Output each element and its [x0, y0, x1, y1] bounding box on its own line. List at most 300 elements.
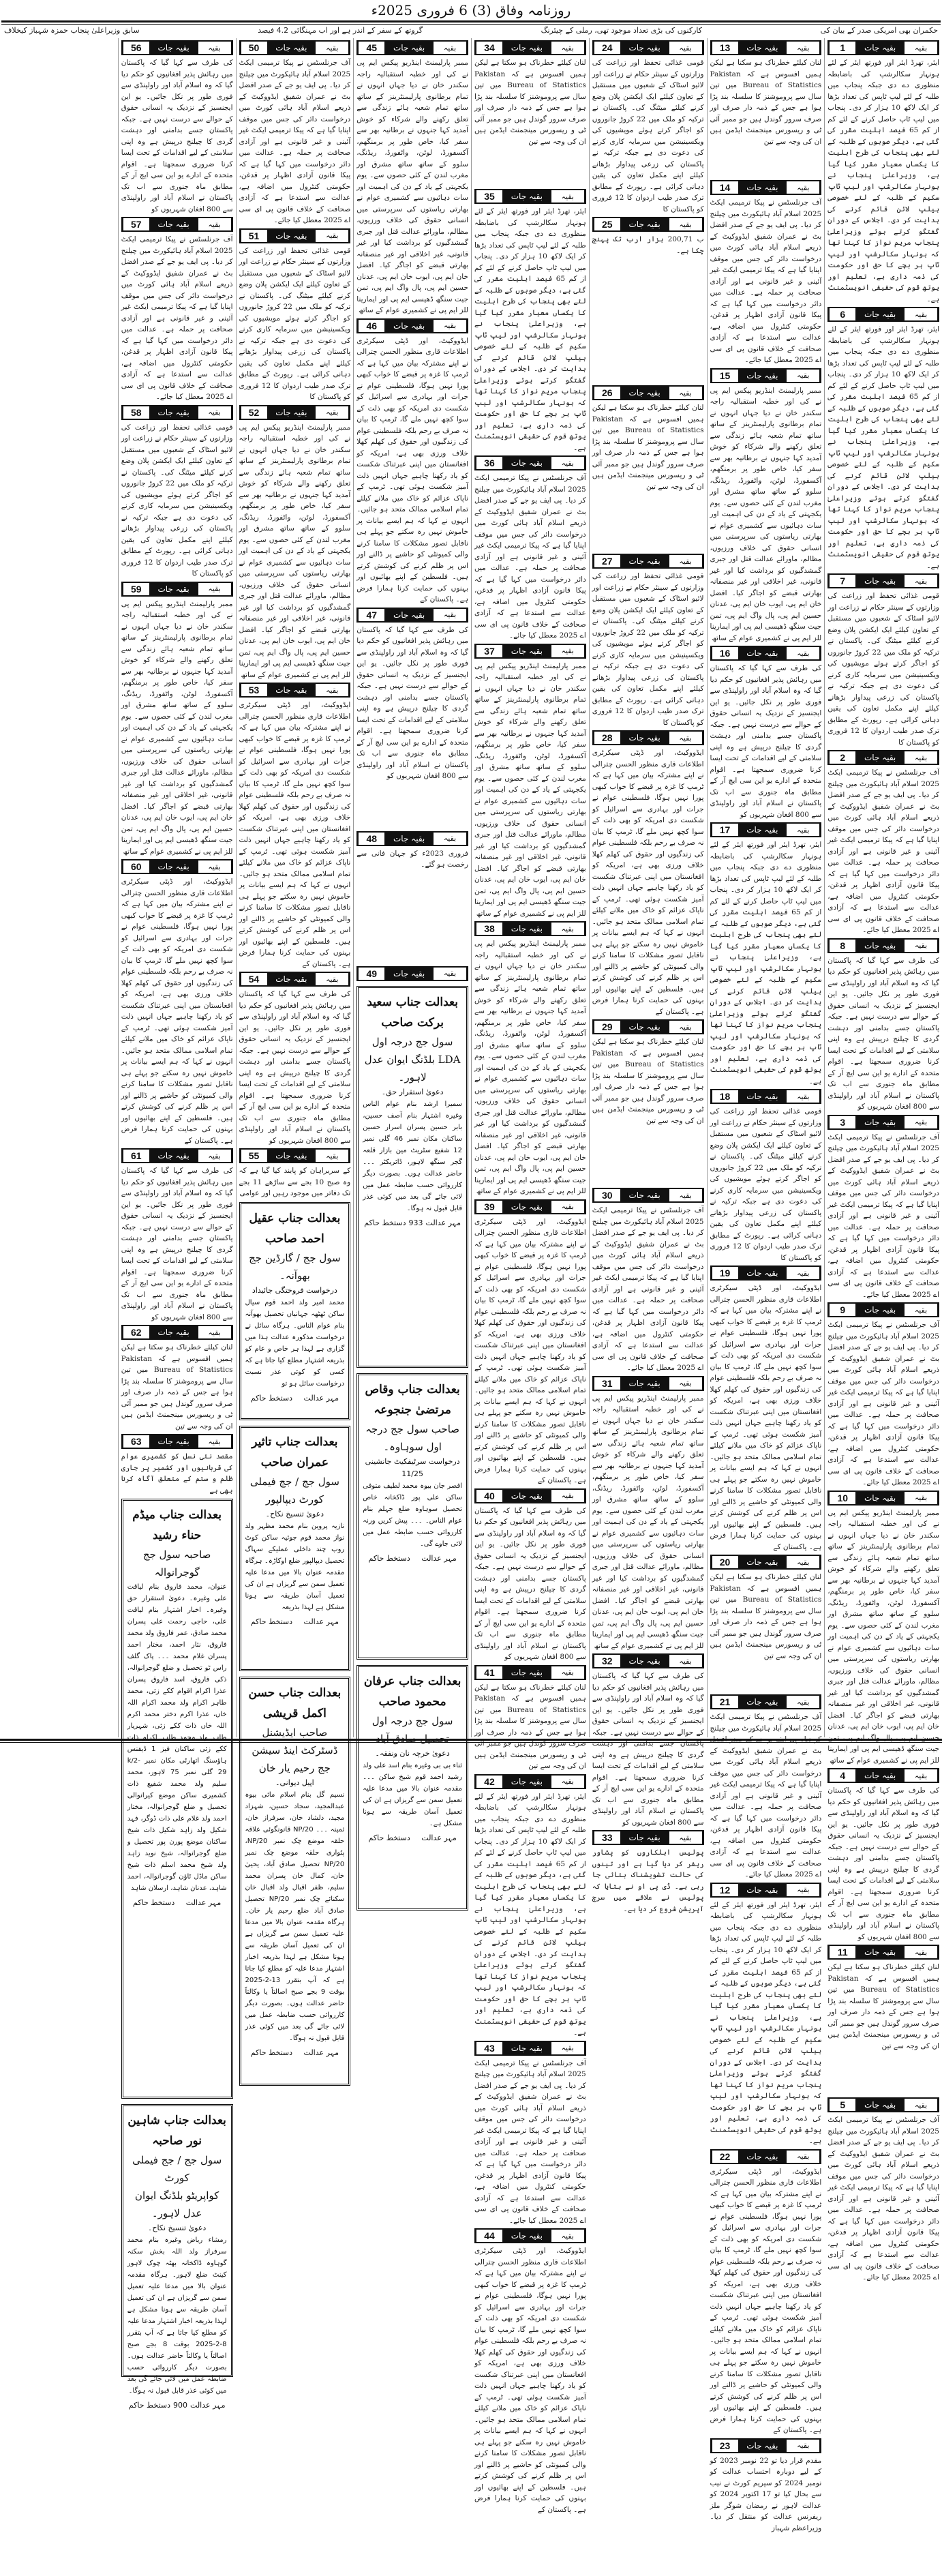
banner-tag: بقیہ: [551, 923, 584, 935]
continuation-banner: [827, 1115, 939, 1130]
judge-signature: دستخط حاکم: [368, 1833, 410, 1842]
banner-title: بقیہ جات: [511, 2043, 543, 2053]
banner-tag: بقیہ: [787, 824, 819, 836]
banner-title: بقیہ جات: [157, 43, 189, 53]
banner-tag: بقیہ: [905, 308, 937, 320]
banner-tag: بقیہ: [316, 973, 348, 985]
section-number: 58: [123, 406, 149, 419]
notice-court: سول جج درجہ اول: [371, 1035, 453, 1048]
continuation-banner: [710, 40, 822, 55]
section-number: 46: [359, 320, 384, 332]
headline: کارکنوں کی بڑی تعداد موجود تھی، رملی کے چیئرنگ: [541, 26, 702, 35]
notice-court: سول جج درجہ اول تحصیل صادق آباد: [371, 1714, 453, 1745]
continuation-banner: [121, 859, 233, 874]
banner-title: بقیہ جات: [393, 320, 425, 331]
banner-tag: بقیہ: [787, 42, 819, 54]
continuation-banner: [592, 1019, 704, 1034]
column-3: [589, 38, 707, 1913]
continuation-banner: [356, 831, 468, 846]
column-7: [118, 38, 236, 2410]
article-text: ایڈووکیٹ، اور ڈپٹی سیکرٹری اطلاعات قاری منظور الحسن چترالی نے اپنے مشترکہ بیان میں کہا ہے کہ ٹرمپ کا غزہ پر قبضے کا خواب کبھی پورا نہیں ہوگا، فلسطینی عوام نے جرات اور بہادری سے اسرائیل کو شکست دی امریکہ کو بھی ذلت کے سوا کچھ نہیں ملے گا، ٹرمپ کا بیان نہ صرف بے رحم بلکہ فلسطینی عوام کی زندگیوں اور حقوق کی کھلم کھلا خلاف ورزی بھی ہے، امریکہ کو افغانستان میں اپنی عبرتناک شکست کو یاد رکھنا چاہیے جہاں انہیں ذلت آمیز شکست ہوئی تھی۔ ٹرمپ کے ناپاک عزائم کو خاک میں ملانے کیلئے تمام اسلامی ممالک متحد ہو جائیں۔ انہوں نے کہا کہ ہم ایسے بیانات پر خاموش نہیں رہ سکتے جو پہلے ہی ناقابل تصور مشکلات کا سامنا کرنے والی کمیونٹی کو حاشیے پر ڈالنے اور اس پر ظلم کرنے کی کوشش کرتے ہیں۔ فلسطین کے اپنے بھائیوں اور بہنوں کی حمایت کرنا ہمارا فرض ہے۔ پاکستان کے: [121, 878, 233, 1145]
banner-title: بقیہ جات: [864, 1117, 896, 1127]
headline: سابق وزیراعلیٰ پنجاب حمزہ شہباز کیخلاف: [4, 26, 140, 35]
banner-title: بقیہ جات: [157, 1151, 189, 1160]
banner-tag: بقیہ: [434, 42, 466, 54]
notice-body: محمد امیر ولد احمد قوم سیال ساکن ٹھٹھہ جہانیاں تحصیل بھوآنہ بنام عوام الناس۔ ہرگاہ سائل نے درخواست مذکورہ عدالت ہذا میں گزاری ہے لہذا ہر خاص و عام کو بذریعہ اشتہار مطلع کیا جاتا ہے کہ کسی کو کوئی عذر نسبت درخواست سائل ہو تو: [245, 1298, 345, 1388]
article-text: ممبر پارلیمنٹ اینڈریو پیکس ایم پی نے کی اور خطبہ استقبالیہ راجہ سکندر خان نے دیا جہاں انہوں نے تمام برطانوی پارلیمنٹرینز کے ساتھ ساتھ تمام شعبہ ہائے زندگی سے تعلق رکھنے والے شرکاء کو خوش آمدید کہا جنہوں نے برطانیہ بھر سے سفر کیا، خاص طور پر برمنگھم، آکسفورڈ، لوٹن، واٹفورڈ، ریڈنگ، سلوو کے ساتھ ساتھ مشرق اور مغرب لندن کے کئی حصوں سے۔ یوم یکجہتی کے یاد کے دن کی اہمیت اور سات دہائیوں سے کشمیری عوام نے بھارتی ریاستوں کی سرپرستی میں انسانی حقوق کی خلاف ورزیوں، مظالم، ماورائے عدالت قتل اور جبری گمشدگیوں کو برداشت کیا اور غیر قانونی، غیر اخلاقی اور غیر منصفانہ بھارتی قبضے کو اجاگر کیا۔ افضل خان ایم پی، ایوب خان ایم پی، عدنان حسین ایم پی، پال واگ ایم پی، تمن جیت سنگھ ڈھیسی ایم پی اور ایمارینا للز ایم پی نے کشمیری عوام کے ساتھ: [121, 599, 233, 856]
banner-title: بقیہ جات: [275, 974, 307, 984]
court-notice: [356, 1373, 468, 1660]
article-text: کی طرف سے کہا گیا کہ پاکستان میں رہائش پذیر افغانیوں کو حکم دیا گیا کہ وہ اسلام آباد اور راولپنڈی سے فوری طور پر نکل جائیں۔ یو این ایجنسیز کے نزدیک یہ انسانی حقوق کے حوالے سے درست نہیں ہے۔ جبکہ پاکستان جسے بدامنی اور دہشت گردی کا چیلنج درپیش ہے وہ اپنی سلامتی کے لیے اقدامات کے تحت ایسا کرنا ضروری سمجھتا ہے۔ اقوام متحدہ کے ادارے یو این سی ایچ آر کے مطابق ماہ جنوری سے اب تک پاکستان نے اسلام آباد اور راولپنڈی سے 800 افغان شہریوں کو: [827, 1786, 939, 1941]
section-number: 7: [830, 575, 855, 587]
section-number: 11: [830, 1946, 855, 1958]
continuation-banner: [592, 554, 704, 569]
section-number: 36: [476, 457, 502, 469]
notice-case: دعویٰ تنسیخ نکاح۔: [265, 1509, 324, 1518]
article-text: کی طرف سے کہا گیا کہ پاکستان میں رہائش پذیر افغانیوں کو حکم دیا گیا کہ وہ اسلام آباد اور راولپنڈی سے فوری طور پر نکل جائیں۔ یو این ایجنسیز کے نزدیک یہ انسانی حقوق کے حوالے سے درست نہیں ہے۔ جبکہ پاکستان جسے بدامنی اور دہشت گردی کا چیلنج درپیش ہے وہ اپنی سلامتی کے لیے اقدامات کے تحت ایسا کرنا ضروری سمجھتا ہے۔ اقوام متحدہ کے ادارے یو این سی ایچ آر کے مطابق ماہ جنوری سے اب تک پاکستان نے اسلام آباد اور راولپنڈی سے 800 افغان شہریوں کو: [356, 625, 468, 780]
notice-judge: بعدالت جناب وقاص مرتضیٰ جنجوعہ: [365, 1382, 460, 1417]
notice-case: درخواست فروختگی جائیداد: [252, 1285, 337, 1295]
banner-title: بقیہ جات: [746, 1885, 778, 1895]
court-seal: مہر عدالت: [303, 1617, 339, 1626]
judge-signature: دستخط حاکم: [128, 2401, 170, 2410]
continuation-banner: [474, 921, 586, 936]
notice-body: نازیہ پروین بنام محمد مظہر ولد نواز محمد قوم جوئیہ ساکن کوٹ روپ چند داخلی عملیکے سہاگ تحصیل دیپالپور ضلع اوکاڑہ۔ ہرگاہ مقدمہ عنوان بالا میں مدعا علیہ تعمیل سمن سے گریزاں ہے ان کی تعمیل آسان طریقہ سے ہونا مشکل ہے لہذا بذریعہ: [245, 1522, 345, 1611]
banner-title: بقیہ جات: [864, 940, 896, 950]
column-1: [824, 38, 942, 2281]
banner-title: بقیہ جات: [157, 584, 189, 594]
article-text: آف جرنلسٹس نے پیکا ترمیمی ایکٹ 2025 اسلام آباد ہائیکورٹ میں چیلنج کر دیا۔ پی ایف یو جے کے صدر افضل بٹ نے عمران شفیق ایڈووکیٹ کے ذریعے اسلام آباد ہائی کورٹ میں درخواست دائر کی جس میں موقف اپنایا گیا ہے کہ پیکا ترمیمی ایکٹ غیر آئینی و غیر قانونی ہے اور آزادی صحافت پر حملہ ہے۔ عدالت میں دائر درخواست میں کہا گیا ہے کہ پیکا قانون آزادی اظہار پر قدغن، حکومتی کنٹرول میں اضافہ ہے، عدالت سے استدعا ہے کہ آزادی صحافت کے خلاف قانون پی ای سی اے 2025 معطل کیا جائے۔: [710, 1713, 822, 1878]
court-notice: [356, 986, 468, 1368]
banner-title: بقیہ جات: [511, 1776, 543, 1786]
article-text: ایئر، تھرڈ ایئر اور فورتھ ایئر کے لئے ہونہار سکالرشپ کی باضابطہ منظوری دے دی جبکہ پنجاب میں طلبہ کے لئے لیپ ٹاپس کی تعداد بڑھا کر ایک لاکھ 10 ہزار کر دی۔ پنجاب میں لیپ ٹاپ حاصل کرنے کے لئے کم از کم 65 فیصد اہلیت مقرر کی گئی ہے، دیگر صوبوں کے طلبہ کے لئے بھی پنجاب کی طرح اہلیت کا یکساں معیار مقرر کیا گیا ہے، وزیراعلیٰ پنجاب نے ہونہار سکالرشپ اور لیپ ٹاپ سکیم کے طلبہ کے لئے خصوصی ہیلپ لائن قائم کرنے کی ہدایت کر دی۔ اجلاس کے دوران گفتگو کرتے ہوئے وزیراعلیٰ پنجاب مریم نواز کا کہنا تھا کہ ہونہار سکالرشپ اور لیپ ٹاپ ہر بچے کا حق اور حکومت کی ذمہ داری ہے، تعلیم اور یوتھ قوم کی حقیقی انویسٹمنٹ ہے۔: [710, 841, 822, 1085]
banner-title: بقیہ جات: [275, 230, 307, 241]
continuation-banner: [239, 1148, 351, 1163]
banner-title: بقیہ جات: [393, 968, 425, 978]
banner-tag: بقیہ: [787, 2151, 819, 2163]
notice-case: درخواست سرٹیفکیٹ جانشینی 11/25: [365, 1456, 460, 1478]
banner-tag: بقیہ: [316, 1150, 348, 1162]
banner-title: بقیہ جات: [157, 1437, 189, 1446]
continuation-banner: [474, 40, 586, 55]
judge-signature: دستخط حاکم: [364, 1218, 406, 1227]
article-text: آف جرنلسٹس نے پیکا ترمیمی ایکٹ 2025 اسلام آباد ہائیکورٹ میں چیلنج کر دیا۔ پی ایف یو جے کے صدر افضل بٹ نے عمران شفیق ایڈووکیٹ کے ذریعے اسلام آباد ہائی کورٹ میں درخواست دائر کی جس میں موقف اپنایا گیا ہے کہ پیکا ترمیمی ایکٹ غیر آئینی و غیر قانونی ہے اور آزادی صحافت پر حملہ ہے۔ عدالت میں دائر درخواست میں کہا گیا ہے کہ پیکا قانون آزادی اظہار پر قدغن، حکومتی کنٹرول میں اضافہ ہے، عدالت سے استدعا ہے کہ آزادی صحافت کے خلاف قانون پی ای سی اے 2025 معطل کیا جائے۔: [474, 2058, 586, 2225]
notice-case: دعویٰ استقرار حق۔: [381, 1087, 444, 1096]
article-text: فروری 2023ء کو جہان فانی سے رخصت ہو گئے۔: [356, 849, 469, 869]
banner-tag: بقیہ: [669, 218, 702, 230]
banner-title: بقیہ جات: [864, 43, 896, 53]
article-text: قومی غذائی تحفظ اور زراعت کی وزارتوں کے سینئر حکام نے زراعت اور لائیو اسٹاک کے شعبوں میں مستقبل کے تعاون کیلئے ایک ایکشن پلان وضع کرنے کیلئے میٹنگ کی۔ پاکستان نے ترکیہ کو ملک میں 22 کروڑ جانوروں کو اجاگر کرتے ہوئے مویشیوں کی ویکسینیشن میں سرمایہ کاری کرنے کی دعوت دی ہے جبکہ ترکیہ نے پاکستان کی زرعی پیداوار بڑھانے کیلئے اپنے مکمل تعاون کی یقین دہانی کرائی ہے۔ رپورٹ کے مطابق ترک صدر طیب اردوان کا 12 فروری کو پاکستان کا: [121, 423, 233, 578]
continuation-banner: [592, 1830, 704, 1845]
banner-tag: بقیہ: [787, 181, 819, 194]
banner-tag: بقیہ: [669, 1831, 702, 1844]
continuation-banner: [710, 2438, 822, 2453]
continuation-banner: [827, 1302, 939, 1317]
section-number: 35: [476, 190, 502, 203]
continuation-banner: [710, 1694, 822, 1709]
article-text: آف جرنلسٹس نے پیکا ترمیمی ایکٹ 2025 اسلام آباد ہائیکورٹ میں چیلنج کر دیا۔ پی ایف یو جے کے صدر افضل بٹ نے عمران شفیق ایڈووکیٹ کے ذریعے اسلام آباد ہائی کورٹ میں درخواست دائر کی جس میں موقف اپنایا گیا ہے کہ پیکا ترمیمی ایکٹ غیر آئینی و غیر قانونی ہے اور آزادی صحافت پر حملہ ہے۔ عدالت میں دائر درخواست میں کہا گیا ہے کہ پیکا قانون آزادی اظہار پر قدغن، حکومتی کنٹرول میں اضافہ ہے، عدالت سے استدعا ہے کہ آزادی صحافت کے خلاف قانون پی ای سی اے 2025 معطل کیا جائے۔: [827, 768, 939, 934]
banner-title: بقیہ جات: [275, 43, 307, 53]
banner-tag: بقیہ: [669, 732, 702, 744]
notice-signature: [363, 1833, 462, 1842]
continuation-banner: [121, 1148, 233, 1163]
article-text: آف جرنلسٹس نے پیکا ترمیمی ایکٹ 2025 اسلام آباد ہائیکورٹ میں چیلنج کر دیا۔ پی ایف یو جے کے صدر افضل بٹ نے عمران شفیق ایڈووکیٹ کے ذریعے اسلام آباد ہائی کورٹ میں درخواست دائر کی جس میں موقف اپنایا گیا ہے کہ پیکا ترمیمی ایکٹ غیر آئینی و غیر قانونی ہے اور آزادی صحافت پر حملہ ہے۔ عدالت میں دائر درخواست میں کہا گیا ہے کہ پیکا قانون آزادی اظہار پر قدغن، حکومتی کنٹرول میں اضافہ ہے، عدالت سے استدعا ہے کہ آزادی صحافت کے خلاف قانون پی ای سی اے 2025 معطل کیا جائے۔: [121, 235, 233, 401]
notice-signature: [363, 1554, 462, 1563]
section-number: 12: [712, 1884, 738, 1896]
banner-title: بقیہ جات: [864, 1771, 896, 1780]
continuation-banner: [592, 1188, 704, 1203]
article-text: ممبر پارلیمنٹ اینڈریو پیکس ایم پی نے کی اور خطبہ استقبالیہ راجہ سکندر خان نے دیا جہاں انہوں نے تمام برطانوی پارلیمنٹرینز کے ساتھ ساتھ تمام شعبہ ہائے زندگی سے تعلق رکھنے والے شرکاء کو خوش آمدید کہا جنہوں نے برطانیہ بھر سے سفر کیا، خاص طور پر برمنگھم، آکسفورڈ، لوٹن، واٹفورڈ، ریڈنگ، سلوو کے ساتھ ساتھ مشرق اور مغرب لندن کے کئی حصوں سے۔ یوم یکجہتی کے یاد کے دن کی اہمیت اور سات دہائیوں سے کشمیری عوام نے بھارتی ریاستوں کی سرپرستی میں انسانی حقوق کی خلاف ورزیوں، مظالم، ماورائے عدالت قتل اور جبری گمشدگیوں کو برداشت کیا اور غیر قانونی، غیر اخلاقی اور غیر منصفانہ بھارتی قبضے کو اجاگر کیا۔ افضل خان ایم پی، ایوب خان ایم پی، عدنان حسین ایم پی، پال واگ ایم پی، تمن جیت سنگھ ڈھیسی ایم پی اور ایمارینا للز ایم پی نے کشمیری عوام کے ساتھ: [356, 59, 468, 314]
banner-title: بقیہ جات: [746, 183, 778, 192]
continuation-banner: [474, 189, 586, 204]
section-number: 48: [359, 833, 384, 845]
banner-tag: بقیہ: [551, 457, 584, 469]
article-text: آف جرنلسٹس نے پیکا ترمیمی ایکٹ 2025 اسلام آباد ہائیکورٹ میں چیلنج کر دیا۔ پی ایف یو جے کے صدر افضل بٹ نے عمران شفیق ایڈووکیٹ کے ذریعے اسلام آباد ہائی کورٹ میں درخواست دائر کی جس میں موقف اپنایا گیا ہے کہ پیکا ترمیمی ایکٹ غیر آئینی و غیر قانونی ہے اور آزادی صحافت پر حملہ ہے۔ عدالت میں دائر درخواست میں کہا گیا ہے کہ پیکا قانون آزادی اظہار پر قدغن، حکومتی کنٹرول میں اضافہ ہے، عدالت سے استدعا ہے کہ آزادی صحافت کے خلاف قانون پی ای سی اے 2025 معطل کیا جائے۔: [239, 59, 351, 224]
article-text: ایڈووکیٹ، اور ڈپٹی سیکرٹری اطلاعات قاری منظور الحسن چترالی نے اپنے مشترکہ بیان میں کہا ہے کہ ٹرمپ کا غزہ پر قبضے کا خواب کبھی پورا نہیں ہوگا، فلسطینی عوام نے جرات اور بہادری سے اسرائیل کو شکست دی امریکہ کو بھی ذلت کے سوا کچھ نہیں ملے گا، ٹرمپ کا بیان نہ صرف بے رحم بلکہ فلسطینی عوام کی زندگیوں اور حقوق کی کھلم کھلا خلاف ورزی بھی ہے، امریکہ کو افغانستان میں اپنی عبرتناک شکست کو یاد رکھنا چاہیے جہاں انہیں ذلت آمیز شکست ہوئی تھی۔ ٹرمپ کے ناپاک عزائم کو خاک میں ملانے کیلئے تمام اسلامی ممالک متحد ہو جائیں۔ انہوں نے کہا کہ ہم ایسے بیانات پر خاموش نہیں رہ سکتے جو پہلے ہی ناقابل تصور مشکلات کا سامنا کرنے والی کمیونٹی کو حاشیے پر ڈالنے اور اس پر ظلم کرنے کی کوشش کرتے ہیں۔ فلسطین کے اپنے بھائیوں اور بہنوں کی حمایت کرنا ہمارا فرض ہے۔ پاکستان کے: [356, 336, 468, 603]
banner-tag: بقیہ: [551, 2042, 584, 2054]
banner-tag: بقیہ: [905, 1304, 937, 1316]
continuation-banner: [592, 1653, 704, 1668]
banner-tag: بقیہ: [434, 320, 466, 332]
continuation-banner: [356, 40, 468, 55]
continuation-banner: [827, 40, 939, 55]
banner-title: بقیہ جات: [746, 2440, 778, 2451]
section-number: 41: [476, 1666, 502, 1679]
headline: حکمران بھی امریکی صدر کے بیان کی: [820, 26, 938, 35]
continuation-banner: [474, 2041, 586, 2056]
bottom-rule: [0, 1739, 942, 1743]
banner-tag: بقیہ: [669, 1189, 702, 1201]
banner-title: بقیہ جات: [746, 1092, 778, 1101]
article-text: ممبر پارلیمنٹ اینڈریو پیکس ایم پی نے کی اور خطبہ استقبالیہ راجہ سکندر خان نے دیا جہاں انہوں نے تمام برطانوی پارلیمنٹرینز کے ساتھ ساتھ تمام شعبہ ہائے زندگی سے تعلق رکھنے والے شرکاء کو خوش آمدید کہا جنہوں نے برطانیہ بھر سے سفر کیا، خاص طور پر برمنگھم، آکسفورڈ، لوٹن، واٹفورڈ، ریڈنگ، سلوو کے ساتھ ساتھ مشرق اور مغرب لندن کے کئی حصوں سے۔ یوم یکجہتی کے یاد کے دن کی اہمیت اور سات دہائیوں سے کشمیری عوام نے بھارتی ریاستوں کی سرپرستی میں انسانی حقوق کی خلاف ورزیوں، مظالم، ماورائے عدالت قتل اور جبری گمشدگیوں کو برداشت کیا اور غیر قانونی، غیر اخلاقی اور غیر منصفانہ بھارتی قبضے کو اجاگر کیا۔ افضل خان ایم پی، ایوب خان ایم پی، عدنان حسین ایم پی، پال واگ ایم پی، تمن جیت سنگھ ڈھیسی ایم پی اور ایمارینا للز ایم پی نے کشمیری عوام کے ساتھ: [592, 1394, 704, 1650]
article-text: ایڈووکیٹ، اور ڈپٹی سیکرٹری اطلاعات قاری منظور الحسن چترالی نے اپنے مشترکہ بیان میں کہا ہے کہ ٹرمپ کا غزہ پر قبضے کا خواب کبھی پورا نہیں ہوگا، فلسطینی عوام نے جرات اور بہادری سے اسرائیل کو شکست دی امریکہ کو بھی ذلت کے سوا کچھ نہیں ملے گا، ٹرمپ کا بیان نہ صرف بے رحم بلکہ فلسطینی عوام کی زندگیوں اور حقوق کی کھلم کھلا خلاف ورزی بھی ہے، امریکہ کو افغانستان میں اپنی عبرتناک شکست کو یاد رکھنا چاہیے جہاں انہیں ذلت آمیز شکست ہوئی تھی۔ ٹرمپ کے ناپاک عزائم کو خاک میں ملانے کیلئے تمام اسلامی ممالک متحد ہو جائیں۔ انہوں نے کہا کہ ہم ایسے بیانات پر خاموش نہیں رہ سکتے جو پہلے ہی ناقابل تصور مشکلات کا سامنا کرنے والی کمیونٹی کو حاشیے پر ڈالنے اور اس پر ظلم کرنے کی کوشش کرتے ہیں۔ فلسطین کے اپنے بھائیوں اور بہنوں کی حمایت کرنا ہمارا فرض ہے۔ پاکستان کے: [474, 2247, 586, 2514]
notice-body: رمشاء ریاض وغیرہ بنام محمد سرفراز ولد اللہ بخش سکنہ گوہاوہ ڈاکخانہ بھٹہ چوک لاہور کینٹ ضلع لاہور۔ ہرگاہ مقدمہ عنوان بالا میں مدعا علیہ تعمیل سمن سے گریزاں ہے ان کی تعمیل آسان طریقہ سے ہونا مشکل ہے لہذا بذریعہ اخبار اشتہار مدعا علیہ کو مطلع کیا جاتا ہے کہ آپ بتقرر 8-2-2025 بوقت 8 بجے صبح اصالتاً یا وکالتاً حاضر عدالت ہوں۔ بصورت دیگر کارروائی حسب ضابطہ عمل میں لائی جائے گی بعد میں کوئی عذر قابل قبول نہ ہوگا۔: [127, 2236, 227, 2395]
banner-tag: بقیہ: [551, 1776, 584, 1788]
article-text: ممبر پارلیمنٹ اینڈریو پیکس ایم پی نے کی اور خطبہ استقبالیہ راجہ سکندر خان نے دیا جہاں انہوں نے تمام برطانوی پارلیمنٹرینز کے ساتھ ساتھ تمام شعبہ ہائے زندگی سے تعلق رکھنے والے شرکاء کو خوش آمدید کہا جنہوں نے برطانیہ بھر سے سفر کیا، خاص طور پر برمنگھم، آکسفورڈ، لوٹن، واٹفورڈ، ریڈنگ، سلوو کے ساتھ ساتھ مشرق اور مغرب لندن کے کئی حصوں سے۔ یوم یکجہتی کے یاد کے دن کی اہمیت اور سات دہائیوں سے کشمیری عوام نے بھارتی ریاستوں کی سرپرستی میں انسانی حقوق کی خلاف ورزیوں، مظالم، ماورائے عدالت قتل اور جبری گمشدگیوں کو برداشت کیا اور غیر قانونی، غیر اخلاقی اور غیر منصفانہ بھارتی قبضے کو اجاگر کیا۔ افضل خان ایم پی، ایوب خان ایم پی، عدنان حسین ایم پی، پال واگ ایم پی، تمن جیت سنگھ ڈھیسی ایم پی اور ایمارینا للز ایم پی نے کشمیری عوام کے ساتھ: [710, 386, 822, 642]
article-text: ایڈووکیٹ، اور ڈپٹی سیکرٹری اطلاعات قاری منظور الحسن چترالی نے اپنے مشترکہ بیان میں کہا ہے کہ ٹرمپ کا غزہ پر قبضے کا خواب کبھی پورا نہیں ہوگا، فلسطینی عوام نے جرات اور بہادری سے اسرائیل کو شکست دی امریکہ کو بھی ذلت کے سوا کچھ نہیں ملے گا، ٹرمپ کا بیان نہ صرف بے رحم بلکہ فلسطینی عوام کی زندگیوں اور حقوق کی کھلم کھلا خلاف ورزی بھی ہے، امریکہ کو افغانستان میں اپنی عبرتناک شکست کو یاد رکھنا چاہیے جہاں انہیں ذلت آمیز شکست ہوئی تھی۔ ٹرمپ کے ناپاک عزائم کو خاک میں ملانے کیلئے تمام اسلامی ممالک متحد ہو جائیں۔ انہوں نے کہا کہ ہم ایسے بیانات پر خاموش نہیں رہ سکتے جو پہلے ہی ناقابل تصور مشکلات کا سامنا کرنے والی کمیونٹی کو حاشیے پر ڈالنے اور اس پر ظلم کرنے کی کوشش کرتے ہیں۔ فلسطین کے اپنے بھائیوں اور بہنوں کی حمایت کرنا ہمارا فرض ہے۔ پاکستان کے: [474, 1217, 586, 1484]
banner-title: بقیہ جات: [275, 1151, 307, 1160]
banner-tag: بقیہ: [787, 647, 819, 659]
article-text: کے سربراہان کو پابند کیا گیا ہے کہ وہ صبح 10 بجے سے ساڑھے 11 بجے تک دفاتر میں موجود رہیں اور عوامی: [239, 1167, 351, 1197]
notice-court: سول جج / گارڈین جج بھوآنہ۔: [249, 1251, 341, 1282]
notice-judge: بعدالت جناب سعید برکت صاحب: [367, 995, 458, 1030]
continuation-banner: [356, 318, 468, 333]
banner-title: بقیہ جات: [746, 2151, 778, 2161]
section-number: 27: [594, 555, 620, 567]
article-text: پولیس اہلکاروں کو پشاور ریفر کر دیا گیا ہے اور تینوں کی حالت تشویشناک بتائی جا رہی ہے۔ ڈی پی او نے بتایا کہ پولیس نے علاقے میں سرچ آپریشن شروع کر دیا ہے۔: [592, 1848, 704, 1913]
section-number: 19: [712, 1267, 738, 1279]
article-text: لنان کیلئے خطرناک ہو سکتا ہے لیکن ہمیں افسوس ہے کہ Pakistan Bureau of Statistics میں تین سال سے پروموشنز کا سلسلہ بند پڑا ہوا ہے جس کے ذمہ دار صرف اور صرف سرور گوندل ہیں جو ممبر آئی ٹی و ریسورس مینجمنٹ ایڈمن ہیں ان کی وجہ سے تین: [710, 59, 822, 146]
section-number: 29: [594, 1021, 620, 1033]
court-seal: مہر عدالت: [303, 2048, 339, 2057]
notice-case: اپیل دیوانی۔: [275, 1778, 314, 1787]
section-number: 51: [241, 230, 267, 242]
article-text: قومی غذائی تحفظ اور زراعت کی وزارتوں کے سینئر حکام نے زراعت اور لائیو اسٹاک کے شعبوں میں مستقبل کے تعاون کیلئے ایک ایکشن پلان وضع کرنے کیلئے میٹنگ کی۔ پاکستان نے ترکیہ کو ملک میں 22 کروڑ جانوروں کو اجاگر کرتے ہوئے مویشیوں کی ویکسینیشن میں سرمایہ کاری کرنے کی دعوت دی ہے جبکہ ترکیہ نے پاکستان کی زرعی پیداوار بڑھانے کیلئے اپنے مکمل تعاون کی یقین دہانی کرائی ہے۔ رپورٹ کے مطابق ترک صدر طیب اردوان کا 12 فروری کو پاکستان کا: [592, 59, 704, 213]
banner-title: بقیہ جات: [511, 43, 543, 53]
section-number: 22: [712, 2151, 738, 2163]
continuation-banner: [710, 646, 822, 661]
banner-title: بقیہ جات: [511, 458, 543, 468]
column-4: [471, 38, 589, 2514]
banner-title: بقیہ جات: [628, 733, 660, 743]
section-number: 23: [712, 2440, 738, 2452]
notice-body: سمیرا ارشد بنام عوام الناس وغیرہ اشتہار بنام آصف حسین، بابر حسین پسران اسرار حسین ساکنان مکان نمبر 46 گلی نمبر 12 شفیع سٹریٹ مین بازار قلعہ گجر سنگھ لاہور، ڈائریکٹر ۔۔۔ حاضر عدالت ہوں۔ بصورت دیگر کارروائی حسب ضابطہ عمل میں لائی جائے گی بعد میں کوئی عذر قابل قبول نہ ہوگا۔: [363, 1100, 462, 1212]
article-text: کی طرف سے کہا گیا کہ پاکستان میں رہائش پذیر افغانیوں کو حکم دیا گیا کہ وہ اسلام آباد اور راولپنڈی سے فوری طور پر نکل جائیں۔ یو این ایجنسیز کے نزدیک یہ انسانی حقوق کے حوالے سے درست نہیں ہے۔ جبکہ پاکستان جسے بدامنی اور دہشت گردی کا چیلنج درپیش ہے وہ اپنی سلامتی کے لیے اقدامات کے تحت ایسا کرنا ضروری سمجھتا ہے۔ اقوام متحدہ کے ادارے یو این سی ایچ آر کے مطابق ماہ جنوری سے اب تک پاکستان نے اسلام آباد اور راولپنڈی سے 800 افغان شہریوں کو: [121, 1167, 233, 1321]
continuation-banner: [710, 368, 822, 383]
article-text: لنان کیلئے خطرناک ہو سکتا ہے لیکن ہمیں افسوس ہے کہ Pakistan Bureau of Statistics میں تین سال سے پروموشنز کا سلسلہ بند پڑا ہوا ہے جس کے ذمہ دار صرف اور صرف سرور گوندل ہیں جو ممبر آئی ٹی و ریسورس مینجمنٹ ایڈمن ہیں ان کی وجہ سے تین: [121, 1343, 233, 1431]
section-number: 30: [594, 1189, 620, 1201]
banner-title: بقیہ جات: [746, 370, 778, 380]
section-number: 5: [830, 2099, 855, 2111]
notice-court: سول جج / جج فیملی کورٹ: [132, 2154, 222, 2184]
notice-judge: بعدالت جناب عرفان محمود صاحب: [363, 1674, 461, 1709]
article-text: کی طرف سے کہا گیا کہ پاکستان میں رہائش پذیر افغانیوں کو حکم دیا گیا کہ وہ اسلام آباد اور راولپنڈی سے فوری طور پر نکل جائیں۔ یو این ایجنسیز کے نزدیک یہ انسانی حقوق کے حوالے سے درست نہیں ہے۔ جبکہ پاکستان جسے بدامنی اور دہشت گردی کا چیلنج درپیش ہے وہ اپنی سلامتی کے لیے اقدامات کے تحت ایسا کرنا ضروری سمجھتا ہے۔ اقوام متحدہ کے ادارے یو این سی ایچ آر کے مطابق ماہ جنوری سے اب تک پاکستان نے اسلام آباد اور راولپنڈی سے 800 افغان شہریوں کو: [121, 59, 233, 213]
banner-tag: بقیہ: [787, 1556, 819, 1568]
article-text: کی طرف سے کہا گیا کہ پاکستان میں رہائش پذیر افغانیوں کو حکم دیا گیا کہ وہ اسلام آباد اور راولپنڈی سے فوری طور پر نکل جائیں۔ یو این ایجنسیز کے نزدیک یہ انسانی حقوق کے حوالے سے درست نہیں ہے۔ جبکہ پاکستان جسے بدامنی اور دہشت گردی کا چیلنج درپیش ہے وہ اپنی سلامتی کے لیے اقدامات کے تحت ایسا کرنا ضروری سمجھتا ہے۔ اقوام متحدہ کے ادارے یو این سی ایچ آر کے مطابق ماہ جنوری سے اب تک پاکستان نے اسلام آباد اور راولپنڈی سے 800 افغان شہریوں کو: [827, 956, 939, 1111]
section-number: 40: [476, 1490, 502, 1502]
judge-signature: دستخط حاکم: [133, 1898, 175, 1907]
judge-signature: دستخط حاکم: [368, 1553, 410, 1563]
continuation-banner: [592, 1376, 704, 1391]
article-text: لنان کیلئے خطرناک ہو سکتا ہے لیکن ہمیں افسوس ہے کہ Pakistan Bureau of Statistics میں تین سال سے پروموشنز کا سلسلہ بند پڑا ہوا ہے جس کے ذمہ دار صرف اور صرف سرور گوندل ہیں جو ممبر آئی ٹی و ریسورس مینجمنٹ ایڈمن ہیں ان کی وجہ سے تین: [592, 404, 704, 491]
banner-tag: بقیہ: [905, 575, 937, 587]
banner-tag: بقیہ: [316, 406, 348, 419]
continuation-banner: [474, 2228, 586, 2243]
banner-tag: بقیہ: [551, 1201, 584, 1213]
continuation-banner: [239, 972, 351, 987]
notice-body: ثناء بی بی وغیرہ بنام اسد علی ولد رشید احمد قوم شیخ ساکن ۔۔۔ مقدمہ عنوان بالا میں مدعا علیہ تعمیل سمن سے گریزاں ہے ان کی تعمیل آسان طریقہ سے ہونا مشکل ہے۔: [363, 1761, 462, 1827]
banner-title: بقیہ جات: [864, 1493, 896, 1503]
banner-tag: بقیہ: [198, 1150, 231, 1162]
banner-title: بقیہ جات: [511, 1491, 543, 1501]
banner-tag: بقیہ: [669, 387, 702, 399]
article-text: ممبر پارلیمنٹ اینڈریو پیکس ایم پی نے کی اور خطبہ استقبالیہ راجہ سکندر خان نے دیا جہاں انہوں نے تمام برطانوی پارلیمنٹرینز کے ساتھ ساتھ تمام شعبہ ہائے زندگی سے تعلق رکھنے والے شرکاء کو خوش آمدید کہا جنہوں نے برطانیہ بھر سے سفر کیا، خاص طور پر برمنگھم، آکسفورڈ، لوٹن، واٹفورڈ، ریڈنگ، سلوو کے ساتھ ساتھ مشرق اور مغرب لندن کے کئی حصوں سے۔ یوم یکجہتی کے یاد کے دن کی اہمیت اور سات دہائیوں سے کشمیری عوام نے بھارتی ریاستوں کی سرپرستی میں انسانی حقوق کی خلاف ورزیوں، مظالم، ماورائے عدالت قتل اور جبری گمشدگیوں کو برداشت کیا اور غیر قانونی، غیر اخلاقی اور غیر منصفانہ بھارتی قبضے کو اجاگر کیا۔ افضل خان ایم پی، ایوب خان ایم پی، عدنان حسین ایم پی، پال واگ ایم پی، تمن جیت سنگھ ڈھیسی ایم پی اور ایمارینا للز ایم پی نے کشمیری عوام کے ساتھ: [239, 423, 351, 679]
article-text: لنان کیلئے خطرناک ہو سکتا ہے لیکن ہمیں افسوس ہے کہ Pakistan Bureau of Statistics میں تین سال سے پروموشنز کا سلسلہ بند پڑا ہوا ہے جس کے ذمہ دار صرف اور صرف سرور گوندل ہیں جو ممبر آئی ٹی و ریسورس مینجمنٹ ایڈمن ہیں ان کی وجہ سے تین: [710, 1573, 822, 1660]
banner-title: بقیہ جات: [157, 1328, 189, 1337]
banner-tag: بقیہ: [551, 645, 584, 657]
section-number: 31: [594, 1377, 620, 1390]
notice-signature: [245, 1617, 345, 1626]
banner-tag: بقیہ: [905, 2099, 937, 2111]
section-number: 53: [241, 684, 267, 696]
banner-tag: بقیہ: [669, 42, 702, 54]
banner-tag: بقیہ: [787, 370, 819, 382]
article-text: قومی غذائی تحفظ اور زراعت کی وزارتوں کے سینئر حکام نے زراعت اور لائیو اسٹاک کے شعبوں میں مستقبل کے تعاون کیلئے ایک ایکشن پلان وضع کرنے کیلئے میٹنگ کی۔ پاکستان نے ترکیہ کو ملک میں 22 کروڑ جانوروں کو اجاگر کرتے ہوئے مویشیوں کی ویکسینیشن میں سرمایہ کاری کرنے کی دعوت دی ہے جبکہ ترکیہ نے پاکستان کی زرعی پیداوار بڑھانے کیلئے اپنے مکمل تعاون کی یقین دہانی کرائی ہے۔ رپورٹ کے مطابق ترک صدر طیب اردوان کا 12 فروری کو پاکستان کا: [592, 572, 704, 727]
article-text: کی طرف سے کہا گیا کہ پاکستان میں رہائش پذیر افغانیوں کو حکم دیا گیا کہ وہ اسلام آباد اور راولپنڈی سے فوری طور پر نکل جائیں۔ یو این ایجنسیز کے نزدیک یہ انسانی حقوق کے حوالے سے درست نہیں ہے۔ جبکہ پاکستان جسے بدامنی اور دہشت گردی کا چیلنج درپیش ہے وہ اپنی سلامتی کے لیے اقدامات کے تحت ایسا کرنا ضروری سمجھتا ہے۔ اقوام متحدہ کے ادارے یو این سی ایچ آر کے مطابق ماہ جنوری سے اب تک پاکستان نے اسلام آباد اور راولپنڈی سے 800 افغان شہریوں کو: [474, 1506, 586, 1661]
continuation-banner: [592, 40, 704, 55]
banner-tag: بقیہ: [905, 751, 937, 764]
banner-title: بقیہ جات: [628, 1378, 660, 1388]
court-seal: مہر عدالت: [421, 1833, 457, 1842]
continuation-banner: [474, 1199, 586, 1214]
article-text: قومی غذائی تحفظ اور زراعت کی وزارتوں کے سینئر حکام نے زراعت اور لائیو اسٹاک کے شعبوں میں مستقبل کے تعاون کیلئے ایک ایکشن پلان وضع کرنے کیلئے میٹنگ کی۔ پاکستان نے ترکیہ کو ملک میں 22 کروڑ جانوروں کو اجاگر کرتے ہوئے مویشیوں کی ویکسینیشن میں سرمایہ کاری کرنے کی دعوت دی ہے جبکہ ترکیہ نے پاکستان کی زرعی پیداوار بڑھانے کیلئے اپنے مکمل تعاون کی یقین دہانی کرائی ہے۔ رپورٹ کے مطابق ترک صدر طیب اردوان کا 12 فروری کو پاکستان کا: [239, 246, 351, 401]
notice-judge: بعدالت جناب میڈم حناء رشید: [132, 1508, 222, 1542]
court-notice: [121, 2104, 233, 2410]
continuation-banner: [474, 644, 586, 659]
banner-tag: بقیہ: [551, 1490, 584, 1502]
banner-title: بقیہ جات: [864, 2100, 896, 2110]
continuation-banner: [474, 1774, 586, 1789]
section-number: 34: [476, 42, 502, 54]
banner-title: بقیہ جات: [864, 753, 896, 762]
article-text: ایئر، تھرڈ ایئر اور فورتھ ایئر کے لئے ہونہار سکالرشپ کی باضابطہ منظوری دے دی جبکہ پنجاب میں طلبہ کے لئے لیپ ٹاپس کی تعداد بڑھا کر ایک لاکھ 10 ہزار کر دی۔ پنجاب میں لیپ ٹاپ حاصل کرنے کے لئے کم از کم 65 فیصد اہلیت مقرر کی گئی ہے، دیگر صوبوں کے طلبہ کے لئے بھی پنجاب کی طرح اہلیت کا یکساں معیار مقرر کیا گیا ہے، وزیراعلیٰ پنجاب نے ہونہار سکالرشپ اور لیپ ٹاپ سکیم کے طلبہ کے لئے خصوصی ہیلپ لائن قائم کرنے کی ہدایت کر دی۔ اجلاس کے دوران گفتگو کرتے ہوئے وزیراعلیٰ پنجاب مریم نواز کا کہنا تھا کہ ہونہار سکالرشپ اور لیپ ٹاپ ہر بچے کا حق اور حکومت کی ذمہ داری ہے، تعلیم اور یوتھ قوم کی حقیقی انویسٹمنٹ ہے۔: [827, 325, 939, 570]
continuation-banner: [239, 405, 351, 420]
notice-signature: [245, 1394, 345, 1403]
continuation-banner: [827, 750, 939, 765]
banner-tag: بقیہ: [787, 1696, 819, 1708]
section-number: 16: [712, 647, 738, 659]
banner-tag: بقیہ: [905, 1769, 937, 1782]
article-text: کی طرف سے کہا گیا کہ پاکستان میں رہائش پذیر افغانیوں کو حکم دیا گیا کہ وہ اسلام آباد اور راولپنڈی سے فوری طور پر نکل جائیں۔ یو این ایجنسیز کے نزدیک یہ انسانی حقوق کے حوالے سے درست نہیں ہے۔ جبکہ پاکستان جسے بدامنی اور دہشت گردی کا چیلنج درپیش ہے وہ اپنی سلامتی کے لیے اقدامات کے تحت ایسا کرنا ضروری سمجھتا ہے۔ اقوام متحدہ کے ادارے یو این سی ایچ آر کے مطابق ماہ جنوری سے اب تک پاکستان نے اسلام آباد اور راولپنڈی سے 800 افغان شہریوں کو: [239, 990, 351, 1145]
banner-title: بقیہ جات: [864, 1305, 896, 1315]
banner-title: بقیہ جات: [511, 924, 543, 933]
notice-place: جج رحیم یار خان: [258, 1761, 331, 1774]
banner-tag: بقیہ: [316, 42, 348, 54]
banner-tag: بقیہ: [669, 1377, 702, 1390]
section-number: 43: [476, 2042, 502, 2054]
article-text: ایئر، تھرڈ ایئر اور فورتھ ایئر کے لئے ہونہار سکالرشپ کی باضابطہ منظوری دے دی جبکہ پنجاب میں طلبہ کے لئے لیپ ٹاپس کی تعداد بڑھا کر ایک لاکھ 10 ہزار کر دی۔ پنجاب میں لیپ ٹاپ حاصل کرنے کے لئے کم از کم 65 فیصد اہلیت مقرر کی گئی ہے، دیگر صوبوں کے طلبہ کے لئے بھی پنجاب کی طرح اہلیت کا یکساں معیار مقرر کیا گیا ہے، وزیراعلیٰ پنجاب نے ہونہار سکالرشپ اور لیپ ٹاپ سکیم کے طلبہ کے لئے خصوصی ہیلپ لائن قائم کرنے کی ہدایت کر دی۔ اجلاس کے دوران گفتگو کرتے ہوئے وزیراعلیٰ پنجاب مریم نواز کا کہنا تھا کہ ہونہار سکالرشپ اور لیپ ٹاپ ہر بچے کا حق اور حکومت کی ذمہ داری ہے، تعلیم اور یوتھ قوم کی حقیقی انویسٹمنٹ ہے۔: [827, 59, 939, 303]
section-number: 18: [712, 1090, 738, 1103]
continuation-banner: [827, 573, 939, 588]
notice-court: صاحبہ سول جج گوجرانوالہ: [142, 1548, 211, 1578]
section-number: 4: [830, 1769, 855, 1782]
court-notice: [121, 1499, 233, 2099]
continuation-banner: [827, 1945, 939, 1960]
judge-signature: دستخط حاکم: [250, 1617, 292, 1626]
banner-tag: بقیہ: [434, 833, 466, 845]
section-number: 21: [712, 1696, 738, 1708]
banner-tag: بقیہ: [434, 609, 466, 621]
article-text: ایئر، تھرڈ ایئر اور فورتھ ایئر کے لئے ہونہار سکالرشپ کی باضابطہ منظوری دے دی جبکہ پنجاب میں طلبہ کے لئے لیپ ٹاپس کی تعداد بڑھا کر ایک لاکھ 10 ہزار کر دی۔ پنجاب میں لیپ ٹاپ حاصل کرنے کے لئے کم از کم 65 فیصد اہلیت مقرر کی گئی ہے، دیگر صوبوں کے طلبہ کے لئے بھی پنجاب کی طرح اہلیت کا یکساں معیار مقرر کیا گیا ہے، وزیراعلیٰ پنجاب نے ہونہار سکالرشپ اور لیپ ٹاپ سکیم کے طلبہ کے لئے خصوصی ہیلپ لائن قائم کرنے کی ہدایت کر دی۔ اجلاس کے دوران گفتگو کرتے ہوئے وزیراعلیٰ پنجاب مریم نواز کا کہنا تھا کہ ہونہار سکالرشپ اور لیپ ٹاپ ہر بچے کا حق اور حکومت کی ذمہ داری ہے، تعلیم اور یوتھ قوم کی حقیقی انویسٹمنٹ ہے۔: [474, 207, 586, 452]
section-number: 24: [594, 42, 620, 54]
banner-tag: بقیہ: [198, 860, 231, 873]
banner-title: بقیہ جات: [511, 1667, 543, 1677]
section-number: 20: [712, 1556, 738, 1568]
section-number: 57: [123, 218, 149, 230]
section-number: 2: [830, 751, 855, 764]
continuation-banner: [121, 582, 233, 597]
article-text: ایئر، تھرڈ ایئر اور فورتھ ایئر کے لئے ہونہار سکالرشپ کی باضابطہ منظوری دے دی جبکہ پنجاب میں طلبہ کے لئے لیپ ٹاپس کی تعداد بڑھا کر ایک لاکھ 10 ہزار کر دی۔ پنجاب میں لیپ ٹاپ حاصل کرنے کے لئے کم از کم 65 فیصد اہلیت مقرر کی گئی ہے، دیگر صوبوں کے طلبہ کے لئے بھی پنجاب کی طرح اہلیت کا یکساں معیار مقرر کیا گیا ہے، وزیراعلیٰ پنجاب نے ہونہار سکالرشپ اور لیپ ٹاپ سکیم کے طلبہ کے لئے خصوصی ہیلپ لائن قائم کرنے کی ہدایت کر دی۔ اجلاس کے دوران گفتگو کرتے ہوئے وزیراعلیٰ پنجاب مریم نواز کا کہنا تھا کہ ہونہار سکالرشپ اور لیپ ٹاپ ہر بچے کا حق اور حکومت کی ذمہ داری ہے، تعلیم اور یوتھ قوم کی حقیقی انویسٹمنٹ ہے۔: [474, 1792, 586, 2037]
banner-title: بقیہ جات: [393, 833, 425, 843]
court-seal: مہر عدالت: [425, 1218, 461, 1227]
article-text: ایڈووکیٹ، اور ڈپٹی سیکرٹری اطلاعات قاری منظور الحسن چترالی نے اپنے مشترکہ بیان میں کہا ہے کہ ٹرمپ کا غزہ پر قبضے کا خواب کبھی پورا نہیں ہوگا، فلسطینی عوام نے جرات اور بہادری سے اسرائیل کو شکست دی امریکہ کو بھی ذلت کے سوا کچھ نہیں ملے گا، ٹرمپ کا بیان نہ صرف بے رحم بلکہ فلسطینی عوام کی زندگیوں اور حقوق کی کھلم کھلا خلاف ورزی بھی ہے، امریکہ کو افغانستان میں اپنی عبرتناک شکست کو یاد رکھنا چاہیے جہاں انہیں ذلت آمیز شکست ہوئی تھی۔ ٹرمپ کے ناپاک عزائم کو خاک میں ملانے کیلئے تمام اسلامی ممالک متحد ہو جائیں۔ انہوں نے کہا کہ ہم ایسے بیانات پر خاموش نہیں رہ سکتے جو پہلے ہی ناقابل تصور مشکلات کا سامنا کرنے والی کمیونٹی کو حاشیے پر ڈالنے اور اس پر ظلم کرنے کی کوشش کرتے ہیں۔ فلسطین کے اپنے بھائیوں اور بہنوں کی حمایت کرنا ہمارا فرض ہے۔ پاکستان کے: [710, 2167, 822, 2434]
section-number: 50: [241, 42, 267, 54]
continuation-banner: [121, 40, 233, 55]
banner-tag: بقیہ: [905, 1492, 937, 1504]
notice-case: دعویٰ تنسیخ نکاح۔: [147, 2223, 207, 2232]
section-number: 60: [123, 860, 149, 873]
banner-title: بقیہ جات: [157, 407, 189, 417]
continuation-banner: [827, 1491, 939, 1506]
article-text: لنان کیلئے خطرناک ہو سکتا ہے لیکن ہمیں افسوس ہے کہ Pakistan Bureau of Statistics میں تین سال سے پروموشنز کا سلسلہ بند پڑا ہوا ہے جس کے ذمہ دار صرف اور صرف سرور گوندل ہیں جو ممبر آئی ٹی و ریسورس مینجمنٹ ایڈمن ہیں ان کی وجہ سے تین: [827, 1963, 939, 2050]
banner-title: بقیہ جات: [275, 685, 307, 695]
court-seal: مہر عدالت: [303, 1393, 339, 1403]
section-number: 39: [476, 1201, 502, 1213]
section-number: 61: [123, 1150, 149, 1162]
continuation-banner: [474, 1665, 586, 1680]
notice-body: عنوان، محمد فاروق بنام لیاقت علی وغیرہ۔ دعویٰ استقرار حق وغیرہ۔ اخبار اشتہار بنام لیاقت علی، حاجی رحمت علی پسران محمد صادق، عمر فاروق ولد محمد فاروق، نثار احمد، مختار احمد پسران غلام محمد ۔۔۔ پاک گلف راس ٹو تحصیل و ضلع گوجرانوالہ، ذکی فاروق، اسد فاروق پسران عذرا اکرام اقوام ککے زئی، محمد طاہر اکرام ولد محمد اکرام اللہ خاں، عذرا اکرم دختر محمد اکرم اللہ خاں ذات ککے زئی، شہریار طاہر ولد محمد طاہر اکرام ذات ککے زئی ساکنان فیز 1 ڈیفنس ہاؤسنگ اتھارٹی مکان نمبر k/2-29 گلی نمبر 75 لاہور، محمد سلیم ولد محمد شفیع ذات کشمیری ساکن موضع کیرانوالی تحصیل و ضلع گوجرانوالہ، مختار احمد ولد غلام علی ذات ڈوگر، فہد شکیل ولد زاہد شکیل ذات شیخ ساکنان موضع پورن پور تحصیل و ضلع گوجرانوالہ، شیخ نوید زاہد ولد شیخ محمد اسلم ذات شیخ ساکن ماڈل ٹاؤن گوجرانوالہ، احمد شاہد، عدنان شاہد، ارسلان شاہد: [127, 1583, 227, 1892]
continuation-banner: [121, 1325, 233, 1340]
banner-title: بقیہ جات: [628, 556, 660, 566]
continuation-banner: [710, 1089, 822, 1104]
judge-signature: دستخط حاکم: [250, 2048, 292, 2057]
section-number: 14: [712, 181, 738, 194]
continuation-banner: [239, 40, 351, 55]
notice-signature: [363, 1218, 462, 1227]
banner-title: بقیہ جات: [628, 1833, 660, 1842]
court-notice: [356, 1665, 468, 1911]
banner-title: بقیہ جات: [393, 610, 425, 620]
section-number: 26: [594, 387, 620, 399]
continuation-banner: [710, 2149, 822, 2164]
banner-tag: بقیہ: [551, 1666, 584, 1679]
article-text: لنان کیلئے خطرناک ہو سکتا ہے لیکن ہمیں افسوس ہے کہ Pakistan Bureau of Statistics میں تین سال سے پروموشنز کا سلسلہ بند پڑا ہوا ہے جس کے ذمہ دار صرف اور صرف سرور گوندل ہیں جو ممبر آئی ٹی و ریسورس مینجمنٹ ایڈمن ہیں ان کی وجہ سے تین: [592, 1038, 704, 1125]
article-text: ایئر، تھرڈ ایئر اور فورتھ ایئر کے لئے ہونہار سکالرشپ کی باضابطہ منظوری دے دی جبکہ پنجاب میں طلبہ کے لئے لیپ ٹاپس کی تعداد بڑھا کر ایک لاکھ 10 ہزار کر دی۔ پنجاب میں لیپ ٹاپ حاصل کرنے کے لئے کم از کم 65 فیصد اہلیت مقرر کی گئی ہے، دیگر صوبوں کے طلبہ کے لئے بھی پنجاب کی طرح اہلیت کا یکساں معیار مقرر کیا گیا ہے، وزیراعلیٰ پنجاب نے ہونہار سکالرشپ اور لیپ ٹاپ سکیم کے طلبہ کے لئے خصوصی ہیلپ لائن قائم کرنے کی ہدایت کر دی۔ اجلاس کے دوران گفتگو کرتے ہوئے وزیراعلیٰ پنجاب مریم نواز کا کہنا تھا کہ ہونہار سکالرشپ اور لیپ ٹاپ ہر بچے کا حق اور حکومت کی ذمہ داری ہے، تعلیم اور یوتھ قوم کی حقیقی انویسٹمنٹ ہے۔: [710, 1900, 822, 2145]
continuation-banner: [474, 455, 586, 470]
article-text: ممبر پارلیمنٹ اینڈریو پیکس ایم پی نے کی اور خطبہ استقبالیہ راجہ سکندر خان نے دیا جہاں انہوں نے تمام برطانوی پارلیمنٹرینز کے ساتھ ساتھ تمام شعبہ ہائے زندگی سے تعلق رکھنے والے شرکاء کو خوش آمدید کہا جنہوں نے برطانیہ بھر سے سفر کیا، خاص طور پر برمنگھم، آکسفورڈ، لوٹن، واٹفورڈ، ریڈنگ، سلوو کے ساتھ ساتھ مشرق اور مغرب لندن کے کئی حصوں سے۔ یوم یکجہتی کے یاد کے دن کی اہمیت اور سات دہائیوں سے کشمیری عوام نے بھارتی ریاستوں کی سرپرستی میں انسانی حقوق کی خلاف ورزیوں، مظالم، ماورائے عدالت قتل اور جبری گمشدگیوں کو برداشت کیا اور غیر قانونی، غیر اخلاقی اور غیر منصفانہ بھارتی قبضے کو اجاگر کیا۔ افضل خان ایم پی، ایوب خان ایم پی، عدنان حسین ایم پی، پال واگ ایم پی، تمن جیت سنگھ ڈھیسی ایم پی اور ایمارینا للز ایم پی نے کشمیری عوام کے ساتھ: [474, 940, 586, 1195]
continuation-banner: [710, 1265, 822, 1280]
continuation-banner: [710, 822, 822, 837]
banner-tag: بقیہ: [551, 42, 584, 54]
article-text: کی طرف سے کہا گیا کہ پاکستان میں رہائش پذیر افغانیوں کو حکم دیا گیا کہ وہ اسلام آباد اور راولپنڈی سے فوری طور پر نکل جائیں۔ یو این ایجنسیز کے نزدیک یہ انسانی حقوق کے حوالے سے درست نہیں ہے۔ جبکہ پاکستان جسے بدامنی اور دہشت گردی کا چیلنج درپیش ہے وہ اپنی سلامتی کے لیے اقدامات کے تحت ایسا کرنا ضروری سمجھتا ہے۔ اقوام متحدہ کے ادارے یو این سی ایچ آر کے مطابق ماہ جنوری سے اب تک پاکستان نے اسلام آباد اور راولپنڈی سے 800 افغان شہریوں کو: [592, 1672, 704, 1827]
notice-judge: بعدالت جناب تاثیر عمران صاحب: [252, 1435, 338, 1469]
notice-judge: بعدالت جناب عقیل احمد صاحب: [249, 1211, 341, 1246]
headline-strip: [0, 25, 942, 37]
continuation-banner: [827, 938, 939, 953]
banner-tag: بقیہ: [669, 1655, 702, 1667]
banner-title: بقیہ جات: [864, 576, 896, 586]
continuation-banner: [827, 307, 939, 322]
continuation-banner: [710, 1555, 822, 1570]
notice-body: نسیم گل بنام اسلام مائی بیوہ عبدالمجید، سجاد حسین، شہزاد مجید، دلشاد خان، سرفراز خان، ثمینہ ۔۔۔ 20/NP قانونگوئی علاقہ حلقہ موضع چک نمبر 20/NP، پٹواری حلقہ موضع چک نمبر 20/NP تحصیل صادق آباد، یحییٰ خان، کمال خان پسران محمد سلیم، ظفر اقبال ولد اقبال خان سکنائے چک نمبر 20/NP تحصیل صادق آباد ضلع رحیم یار خان۔ ہرگاہ مقدمہ عنوان بالا میں مدعا علیہ تعمیل سمن سے گریزاں ہے ان کی تعمیل آسان طریقہ سے ہونا مشکل ہے لہذا بذریعہ اخبار اشتہار مدعا علیہ کو مطلع کیا جاتا ہے کہ آپ بتقرر 13-2-2025 بوقت 9 بجے صبح اصالتاً یا وکالتاً حاضر عدالت ہوں۔ بصورت دیگر کارروائی حسب ضابطہ عمل میں لائی جائے گی بعد میں کوئی عذر قابل قبول نہ ہوگا۔: [245, 1791, 345, 2042]
article-text: قومی غذائی تحفظ اور زراعت کی وزارتوں کے سینئر حکام نے زراعت اور لائیو اسٹاک کے شعبوں میں مستقبل کے تعاون کیلئے ایک ایکشن پلان وضع کرنے کیلئے میٹنگ کی۔ پاکستان نے ترکیہ کو ملک میں 22 کروڑ جانوروں کو اجاگر کرتے ہوئے مویشیوں کی ویکسینیشن میں سرمایہ کاری کرنے کی دعوت دی ہے جبکہ ترکیہ نے پاکستان کی زرعی پیداوار بڑھانے کیلئے اپنے مکمل تعاون کی یقین دہانی کرائی ہے۔ رپورٹ کے مطابق ترک صدر طیب اردوان کا 12 فروری کو پاکستان کا: [827, 592, 939, 747]
banner-tag: بقیہ: [198, 1435, 231, 1448]
banner-title: بقیہ جات: [157, 862, 189, 871]
banner-title: بقیہ جات: [746, 648, 778, 658]
banner-title: بقیہ جات: [511, 192, 543, 201]
continuation-banner: [356, 966, 468, 981]
article-text: آف جرنلسٹس نے پیکا ترمیمی ایکٹ 2025 اسلام آباد ہائیکورٹ میں چیلنج کر دیا۔ پی ایف یو جے کے صدر افضل بٹ نے عمران شفیق ایڈووکیٹ کے ذریعے اسلام آباد ہائی کورٹ میں درخواست دائر کی جس میں موقف اپنایا گیا ہے کہ پیکا ترمیمی ایکٹ غیر آئینی و غیر قانونی ہے اور آزادی صحافت پر حملہ ہے۔ عدالت میں دائر درخواست میں کہا گیا ہے کہ پیکا قانون آزادی اظہار پر قدغن، حکومتی کنٹرول میں اضافہ ہے، عدالت سے استدعا ہے کہ آزادی صحافت کے خلاف قانون پی ای سی اے 2025 معطل کیا جائے۔: [592, 1206, 704, 1372]
banner-title: بقیہ جات: [864, 310, 896, 319]
section-number: 1: [830, 42, 855, 54]
banner-tag: بقیہ: [198, 218, 231, 230]
notice-court: سول جج / جج فیملی کورٹ دیپالپور: [249, 1475, 339, 1506]
continuation-banner: [827, 2097, 939, 2112]
section-number: 42: [476, 1776, 502, 1788]
banner-title: بقیہ جات: [864, 1947, 896, 1957]
section-number: 37: [476, 645, 502, 657]
banner-title: بقیہ جات: [746, 825, 778, 835]
banner-tag: بقیہ: [434, 968, 466, 980]
banner-tag: بقیہ: [198, 406, 231, 419]
banner-title: بقیہ جات: [628, 388, 660, 398]
section-number: 54: [241, 973, 267, 985]
article-text: آف جرنلسٹس نے پیکا ترمیمی ایکٹ 2025 اسلام آباد ہائیکورٹ میں چیلنج کر دیا۔ پی ایف یو جے کے صدر افضل بٹ نے عمران شفیق ایڈووکیٹ کے ذریعے اسلام آباد ہائی کورٹ میں درخواست دائر کی جس میں موقف اپنایا گیا ہے کہ پیکا ترمیمی ایکٹ غیر آئینی و غیر قانونی ہے اور آزادی صحافت پر حملہ ہے۔ عدالت میں دائر درخواست میں کہا گیا ہے کہ پیکا قانون آزادی اظہار پر قدغن، حکومتی کنٹرول میں اضافہ ہے، عدالت سے استدعا ہے کہ آزادی صحافت کے خلاف قانون پی ای سی اے 2025 معطل کیا جائے۔: [827, 1321, 939, 1486]
banner-tag: بقیہ: [198, 583, 231, 595]
page-columns: [0, 38, 942, 2532]
article-text: لنان کیلئے خطرناک ہو سکتا ہے لیکن ہمیں افسوس ہے کہ Pakistan Bureau of Statistics میں تین سال سے پروموشنز کا سلسلہ بند پڑا ہوا ہے جس کے ذمہ دار صرف اور صرف سرور گوندل ہیں جو ممبر آئی ٹی و ریسورس مینجمنٹ ایڈمن ہیں ان کی وجہ سے تین: [474, 59, 586, 146]
banner-tag: بقیہ: [669, 1021, 702, 1033]
article-text: لنان کیلئے خطرناک ہو سکتا ہے لیکن ہمیں افسوس ہے کہ Pakistan Bureau of Statistics میں تین سال سے پروموشنز کا سلسلہ بند پڑا ہوا ہے جس کے ذمہ دار صرف اور صرف سرور گوندل ہیں جو ممبر آئی ٹی و ریسورس مینجمنٹ ایڈمن ہیں ان کی وجہ سے تین: [474, 1683, 586, 1770]
section-number: 6: [830, 308, 855, 320]
column-5: [353, 38, 471, 1842]
section-number: 55: [241, 1150, 267, 1162]
continuation-banner: [239, 228, 351, 243]
continuation-banner: [710, 1883, 822, 1898]
banner-title: بقیہ جات: [746, 43, 778, 53]
notice-signature: [127, 1898, 227, 1907]
banner-title: بقیہ جات: [157, 220, 189, 229]
